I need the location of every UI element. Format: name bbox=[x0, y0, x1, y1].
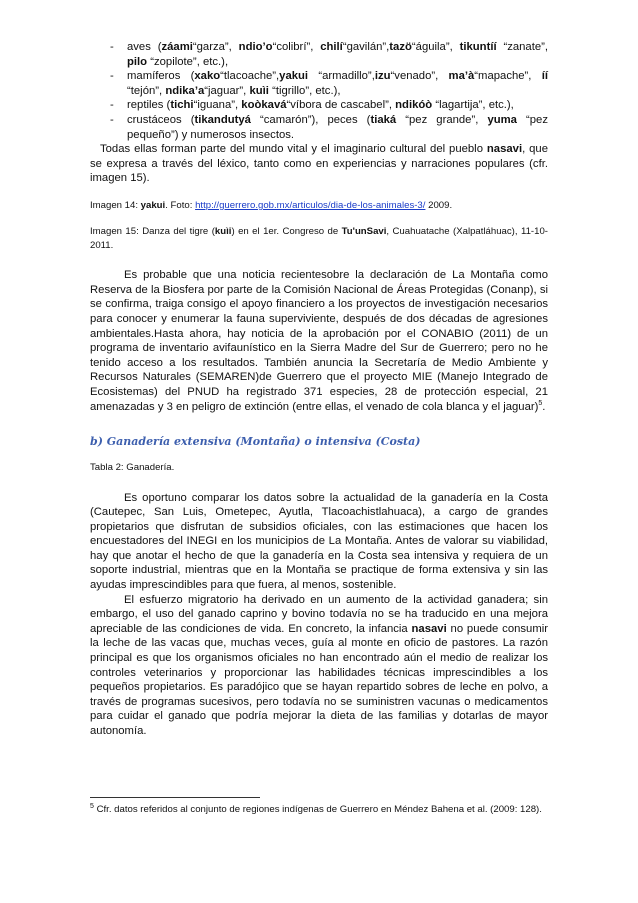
fauna-list bbox=[90, 40, 548, 142]
indigenous-term: tichi bbox=[170, 99, 194, 112]
page-content bbox=[90, 40, 548, 739]
list-text: “armadillo”, bbox=[308, 70, 375, 83]
list-text: “pez pequeño”) y numerosos insectos. bbox=[127, 113, 548, 141]
indigenous-term: pilo bbox=[127, 55, 148, 68]
list-text: “mapache”, bbox=[474, 70, 542, 83]
paragraph-reserve: Es probable que una noticia recientesobre la declaración de La Montaña como Reserva de la Biosfera por parte de la Comisión Nacional de Áreas Protegidas (Conanp), si se confirma, traiga consigo el apoyo financiero a los proyectos de investigación necesarios para conocer y enumerar la fauna superviviente, después de dos décadas de agresiones ambientales.Hasta ahora, hay noticia de la aprobación por el CONABIO (2011) de un programa de inventario avifaunístico en la Sierra Madre del Sur de Guerrero; pero no he tenido acceso a los resultados. También anuncia la Secretaría de Medio Ambiente y Recursos Naturales (SEMAREN)de Guerrero que el proyecto MIE (Manejo Integrado de Ecosistemas) del PNUD ha registrado 371 especies, 28 de protección especial, 21 amenazadas y 3 en peligro de extinción (entre ellas, el venado de cola blanca y el jaguar)$^5$. bbox=[90, 269, 548, 413]
section-heading-livestock: b) Ganadería extensiva (Montaña) o intensiva (Costa) bbox=[90, 435, 421, 449]
list-text: aves ( bbox=[127, 41, 162, 53]
indigenous-term: koòkavá bbox=[241, 99, 287, 112]
caption-image-14: Imagen 14: yakui. Foto: http://guerrero.gob.mx/articulos/dia-de-los-animales-3/ 2009. bbox=[90, 199, 453, 211]
indigenous-term: izu bbox=[374, 70, 391, 83]
list-dash: - bbox=[110, 70, 114, 83]
list-text: “iguana”, bbox=[193, 99, 242, 112]
caption-image-15: Imagen 15: Danza del tigre (kuìi) en el 1er. Congreso de Tu'unSavi, Cuahuatache (Xalpatláhuac), 11-10-2011. bbox=[90, 226, 548, 251]
list-text: “gavilán”, bbox=[342, 41, 390, 53]
list-text: “jaguar”, bbox=[204, 84, 250, 97]
indigenous-term: tikandutyá bbox=[194, 113, 251, 126]
indigenous-term: tazö bbox=[389, 41, 412, 53]
list-dash: - bbox=[110, 41, 114, 53]
table-caption: Tabla 2: Ganadería. bbox=[90, 462, 175, 474]
indigenous-term: ndikóò bbox=[395, 99, 433, 112]
list-text: “víbora de cascabel”, bbox=[286, 99, 396, 112]
indigenous-term: íí bbox=[541, 70, 548, 83]
paragraph-fauna-culture: Todas ellas forman parte del mundo vital y el imaginario cultural del pueblo nasavi, que se expresa a través del léxico, tanto como en experiencias y narraciones populares (cfr. imagen 15). bbox=[90, 143, 548, 185]
list-text: reptiles ( bbox=[127, 99, 171, 112]
indigenous-term: ndio’o bbox=[238, 41, 273, 53]
list-text: “águila”, bbox=[411, 41, 460, 53]
list-item-reptiles bbox=[90, 98, 548, 113]
list-text: mamíferos ( bbox=[127, 70, 195, 83]
indigenous-term: ma’à bbox=[448, 70, 475, 83]
list-text: “pez grande”, bbox=[396, 113, 488, 126]
footnote: $^5$ Cfr. datos referidos al conjunto de regiones indígenas de Guerrero en Méndez Bahena et al. (2009: 128). bbox=[90, 802, 542, 815]
list-text: “garza”, bbox=[192, 41, 239, 53]
indigenous-term: záami bbox=[161, 41, 193, 53]
indigenous-term: tikuntíí bbox=[459, 41, 497, 53]
indigenous-term: xako bbox=[194, 70, 221, 83]
paragraph-migration: El esfuerzo migratorio ha derivado en un aumento de la actividad ganadera; sin embargo, el uso del ganado caprino y bovino todavía no se ha traducido en una mejora apreciable de las condiciones de vida. En concreto, la infancia nasavi no puede consumir la leche de las vacas que, muchas veces, guía al monte en oficio de pastores. La razón principal es que los organismos oficiales no han encontrado aún el medio de realizar los controles veterinarios y proporcionar las habilidades técnicas imprescindibles a los pequeños propietarios. Es paradójico que se hayan repartido sobres de leche en polvo, a través de programas sucesivos, pero todavía no se suministren vacunas o medicamentos para cuidar el ganado que podría mejorar la dieta de las familias y dotarlas de mayor autonomía. bbox=[90, 593, 548, 737]
list-text: “zanate”, bbox=[496, 41, 549, 53]
list-text: “lagartija”, etc.), bbox=[432, 99, 514, 112]
footnote-separator bbox=[90, 797, 260, 798]
source-link[interactable]: http://guerrero.gob.mx/articulos/dia-de-los-animales-3/ bbox=[195, 199, 426, 211]
paragraph-comparison: Es oportuno comparar los datos sobre la actualidad de la ganadería en la Costa (Cautepec, San Luis, Ometepec, Ayutla, Tlacoachistlahuaca), a cargo de grandes propietarios que disfrutan de subsidios oficiales, con las estimaciones que hacen los encuestadores del INEGI en los municipios de La Montaña. Antes de valorar su viabilidad, hay que anotar el hecho de que la ganadería en la Costa sea intensiva y requiera de un soporte industrial, mientras que en la Montaña se practique de forma extensiva y sin las ayudas imprescindibles para que fuera, al menos, sostenible. bbox=[90, 491, 548, 592]
indigenous-term: ndika’a bbox=[165, 84, 205, 97]
indigenous-term: yakui bbox=[279, 70, 309, 83]
list-item-mammals bbox=[90, 69, 548, 98]
list-item-birds bbox=[90, 40, 548, 69]
list-dash: - bbox=[110, 113, 114, 126]
list-text: “venado”, bbox=[390, 70, 449, 83]
list-dash: - bbox=[110, 99, 114, 112]
list-text: “colibrí”, bbox=[272, 41, 321, 53]
footnote-ref[interactable]: 5 bbox=[538, 399, 543, 407]
indigenous-term: chilí bbox=[320, 41, 343, 53]
list-item-crustaceans bbox=[90, 113, 548, 142]
indigenous-term: yuma bbox=[487, 113, 517, 126]
list-text: “tejón”, bbox=[127, 84, 166, 97]
list-text: crustáceos ( bbox=[127, 113, 195, 126]
indigenous-term: tiaká bbox=[370, 113, 397, 126]
list-text: “zopilote”, etc.), bbox=[147, 55, 229, 68]
indigenous-term: kuìi bbox=[249, 84, 269, 97]
list-text: “tlacoache”, bbox=[220, 70, 280, 83]
list-text: “tigrillo”, etc.), bbox=[268, 84, 341, 97]
list-text: “camarón”), peces ( bbox=[250, 113, 371, 126]
